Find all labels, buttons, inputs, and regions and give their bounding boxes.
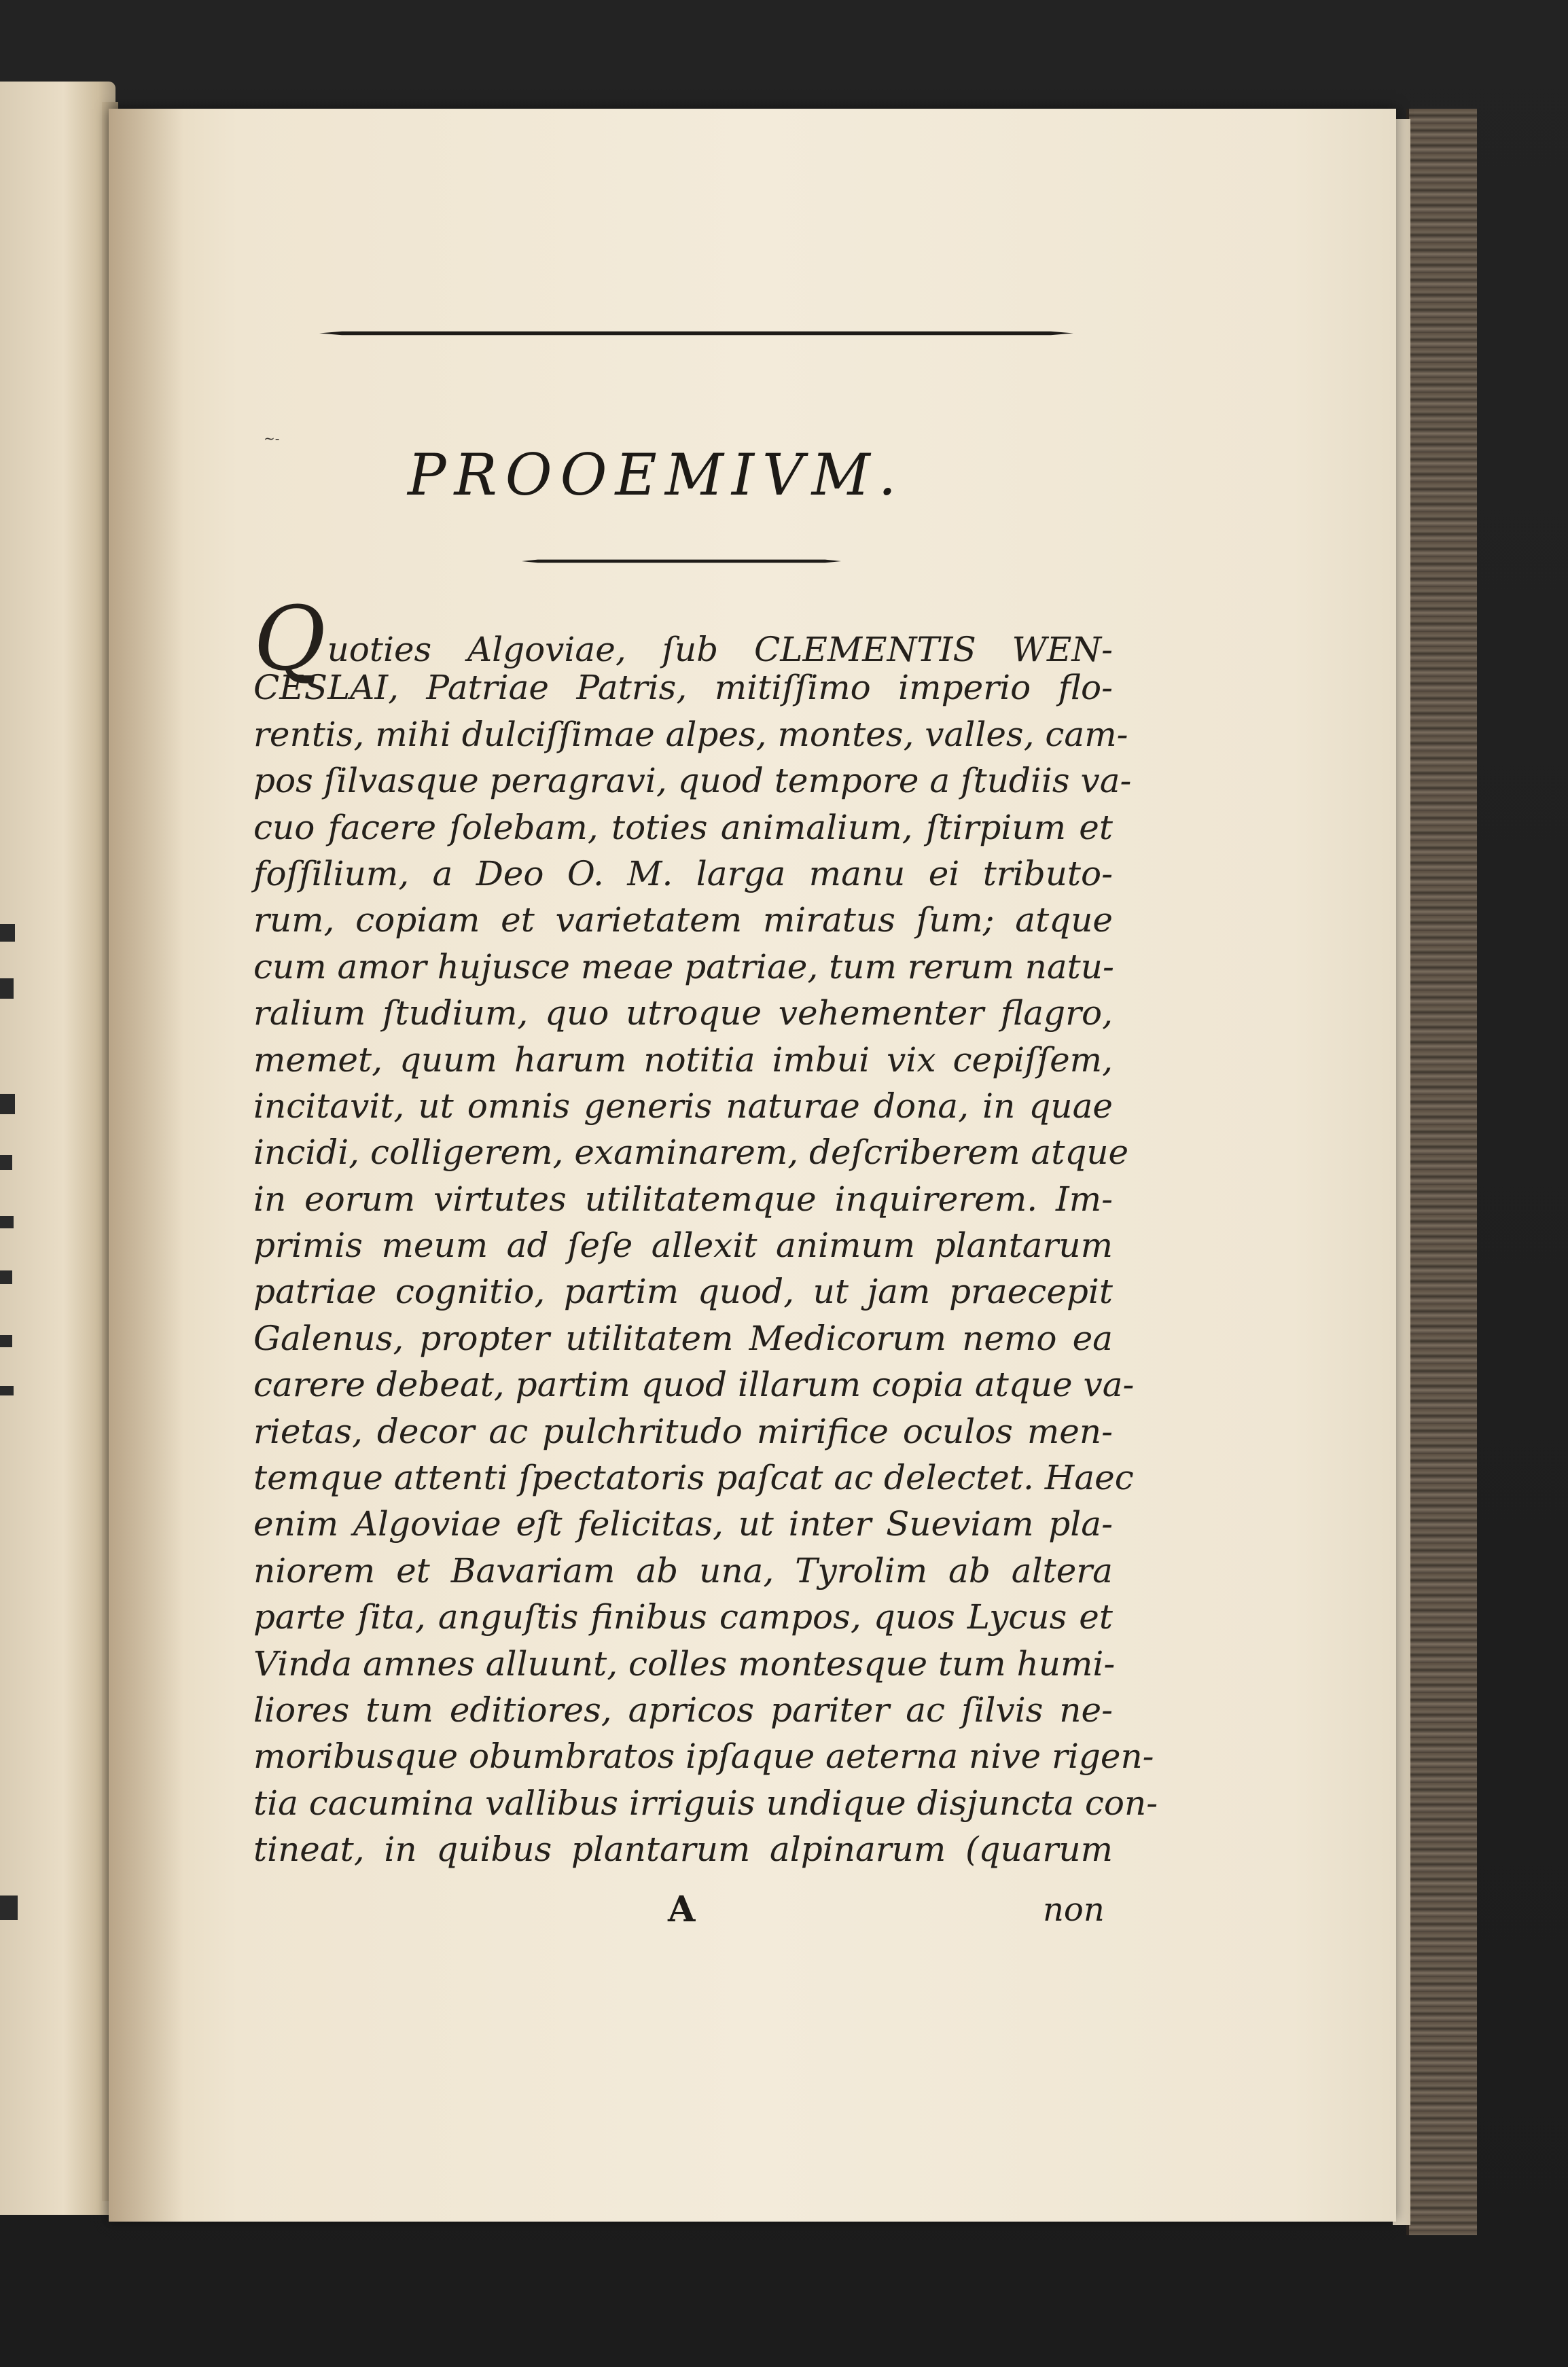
text-line: temque attenti ſpectatoris paſcat ac delectet. Haec: [253, 1458, 1134, 1498]
text-line: Vinda amnes alluunt, colles montesque tum humi-: [253, 1643, 1116, 1684]
left-page-bleed-mark: [0, 1335, 12, 1347]
printer-mark: ~-: [264, 430, 280, 446]
text-line: foſſilium, a Deo O. M. larga manu ei tributo-: [253, 853, 1113, 893]
left-page-bleed-mark: [0, 1094, 15, 1114]
text-line: liores tum editiores, apricos pariter ac ſilvis ne-: [253, 1690, 1113, 1730]
left-page-bleed-mark: [0, 1896, 18, 1920]
title-rule: [522, 559, 841, 563]
text-line: CESLAI, Patriae Patris, mitiſſimo imperio flo-: [253, 668, 1113, 708]
text-line: memet, quum harum notitia imbui vix cepiſſem,: [253, 1039, 1113, 1080]
text-line: enim Algoviae eſt felicitas, ut inter Sueviam pla-: [253, 1504, 1113, 1544]
left-page-bleed-mark: [0, 1270, 12, 1284]
left-page-bleed-mark: [0, 924, 15, 942]
left-page-bleed-mark: [0, 1216, 14, 1228]
text-line: tineat, in quibus plantarum alpinarum (quarum: [253, 1830, 1113, 1870]
text-line: tia cacumina vallibus irriguis undique disjuncta con-: [253, 1783, 1158, 1823]
text-line: carere debeat, partim quod illarum copia atque va-: [253, 1365, 1135, 1405]
text-line: rentis, mihi dulciſſimae alpes, montes, valles, cam-: [253, 714, 1128, 754]
catchword: non: [1043, 1891, 1105, 1929]
text-line: patriae cognitio, partim quod, ut jam praecepit: [253, 1272, 1113, 1312]
text-line: pos ſilvasque peragravi, quod tempore a ſtudiis va-: [253, 761, 1132, 801]
drop-cap: Q: [253, 587, 326, 690]
text-line: cum amor hujusce meae patriae, tum rerum natu-: [253, 946, 1114, 986]
left-page-bleed-mark: [0, 1155, 12, 1170]
left-page-bleed-mark: [0, 978, 14, 999]
text-block-fore-edge: [1406, 109, 1477, 2235]
left-page-fragment: [0, 82, 115, 2215]
signature-mark: A: [668, 1889, 696, 1930]
page-title: PROOEMIVM.: [408, 442, 905, 508]
text-line: Galenus, propter utilitatem Medicorum nemo ea: [253, 1318, 1113, 1358]
text-line: incitavit, ut omnis generis naturae dona, in quae: [253, 1086, 1113, 1126]
text-line: rum, copiam et varietatem miratus ſum; atque: [253, 900, 1113, 940]
text-line: rietas, decor ac pulchritudo mirifice oculos men-: [253, 1411, 1113, 1451]
text-line-content: uoties Algoviae, ſub CLEMENTIS WEN-: [327, 630, 1113, 669]
body-text: [253, 587, 1158, 1873]
text-line: primis meum ad ſeſe allexit animum plantarum: [253, 1226, 1113, 1266]
text-line: cuo facere ſolebam, toties animalium, ſtirpium et: [253, 807, 1113, 847]
top-ornamental-rule: [319, 331, 1073, 336]
text-line: incidi, colligerem, examinarem, deſcriberem atque: [253, 1133, 1129, 1173]
text-line: ralium ſtudium, quo utroque vehementer flagro,: [253, 993, 1113, 1033]
left-page-bleed-mark: [0, 1386, 14, 1395]
text-line: in eorum virtutes utilitatemque inquirerem. Im-: [253, 1179, 1113, 1219]
gutter-shadow: [109, 109, 183, 2222]
text-line: parte ſita, anguſtis finibus campos, quos Lycus et: [253, 1597, 1113, 1637]
text-line: niorem et Bavariam ab una, Tyrolim ab altera: [253, 1550, 1113, 1590]
text-line: moribusque obumbratos ipſaque aeterna nive rigen-: [253, 1737, 1154, 1777]
